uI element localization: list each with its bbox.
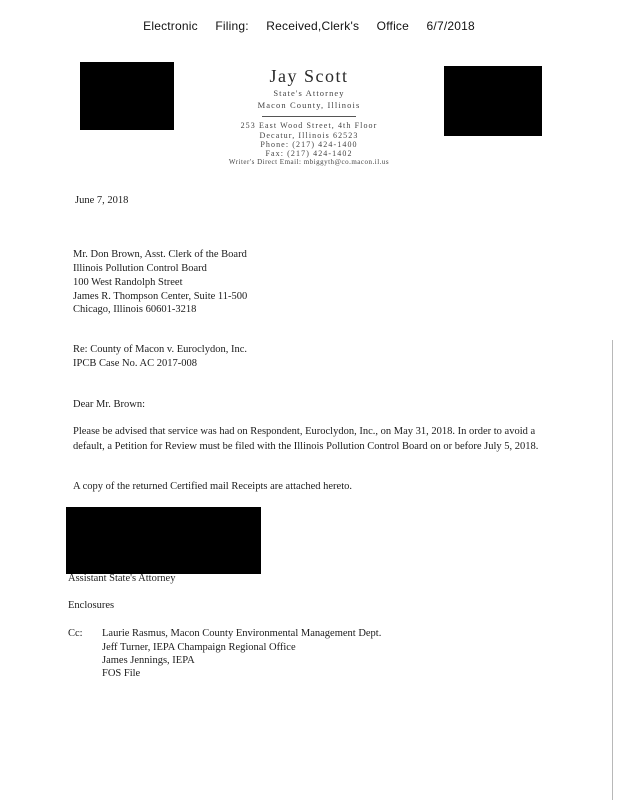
recipient-line: 100 West Randolph Street — [73, 277, 183, 288]
recipient-line: Mr. Don Brown, Asst. Clerk of the Board — [73, 249, 247, 260]
redacted-signature — [66, 507, 261, 574]
cc-recipient: James Jennings, IEPA — [102, 655, 195, 666]
cc-recipient: FOS File — [102, 668, 141, 679]
recipient-line: James R. Thompson Center, Suite 11-500 — [73, 291, 248, 302]
body-paragraph: A copy of the returned Certified mail Receipts are attached hereto. — [73, 481, 353, 492]
cc-recipient: Jeff Turner, IEPA Champaign Regional Office — [102, 642, 296, 653]
letter-date: June 7, 2018 — [75, 195, 129, 206]
attorney-title: State's Attorney — [273, 88, 345, 98]
enclosures-label: Enclosures — [68, 600, 115, 611]
attorney-county: Macon County, Illinois — [257, 100, 361, 110]
letterhead-divider — [262, 116, 356, 117]
signature-title: Assistant State's Attorney — [68, 573, 176, 584]
recipient-line: Chicago, Illinois 60601-3218 — [73, 304, 197, 315]
redacted-logo-right — [444, 66, 542, 136]
body-paragraph: Please be advised that service was had on Respondent, Euroclydon, Inc., on May 31, 2018. In order to avoid a default, a Petition for Review must be filed with the Illinois Pollution Control Board on or before July 5, 2018. — [73, 426, 539, 452]
address-line2: Decatur, Illinois 62523 — [259, 131, 359, 140]
cc-label: Cc: — [68, 628, 83, 639]
fax-line: Fax: (217) 424-1402 — [265, 149, 353, 158]
page-edge-line — [612, 340, 613, 800]
writer-email: Writer's Direct Email: mbiggyth@co.macon.il.us — [228, 158, 390, 166]
re-line: IPCB Case No. AC 2017-008 — [73, 358, 197, 369]
salutation: Dear Mr. Brown: — [73, 399, 146, 410]
filing-stamp: Electronic Filing: Received,Clerk's Office 6/7/2018 — [143, 19, 475, 33]
phone-line: Phone: (217) 424-1400 — [260, 140, 358, 149]
attorney-name: Jay Scott — [269, 66, 349, 86]
address-line1: 253 East Wood Street, 4th Floor — [240, 121, 378, 130]
cc-recipient: Laurie Rasmus, Macon County Environmental Management Dept. — [102, 628, 382, 639]
redacted-logo-left — [80, 62, 174, 130]
re-line: Re: County of Macon v. Euroclydon, Inc. — [73, 344, 247, 355]
recipient-line: Illinois Pollution Control Board — [73, 263, 207, 274]
